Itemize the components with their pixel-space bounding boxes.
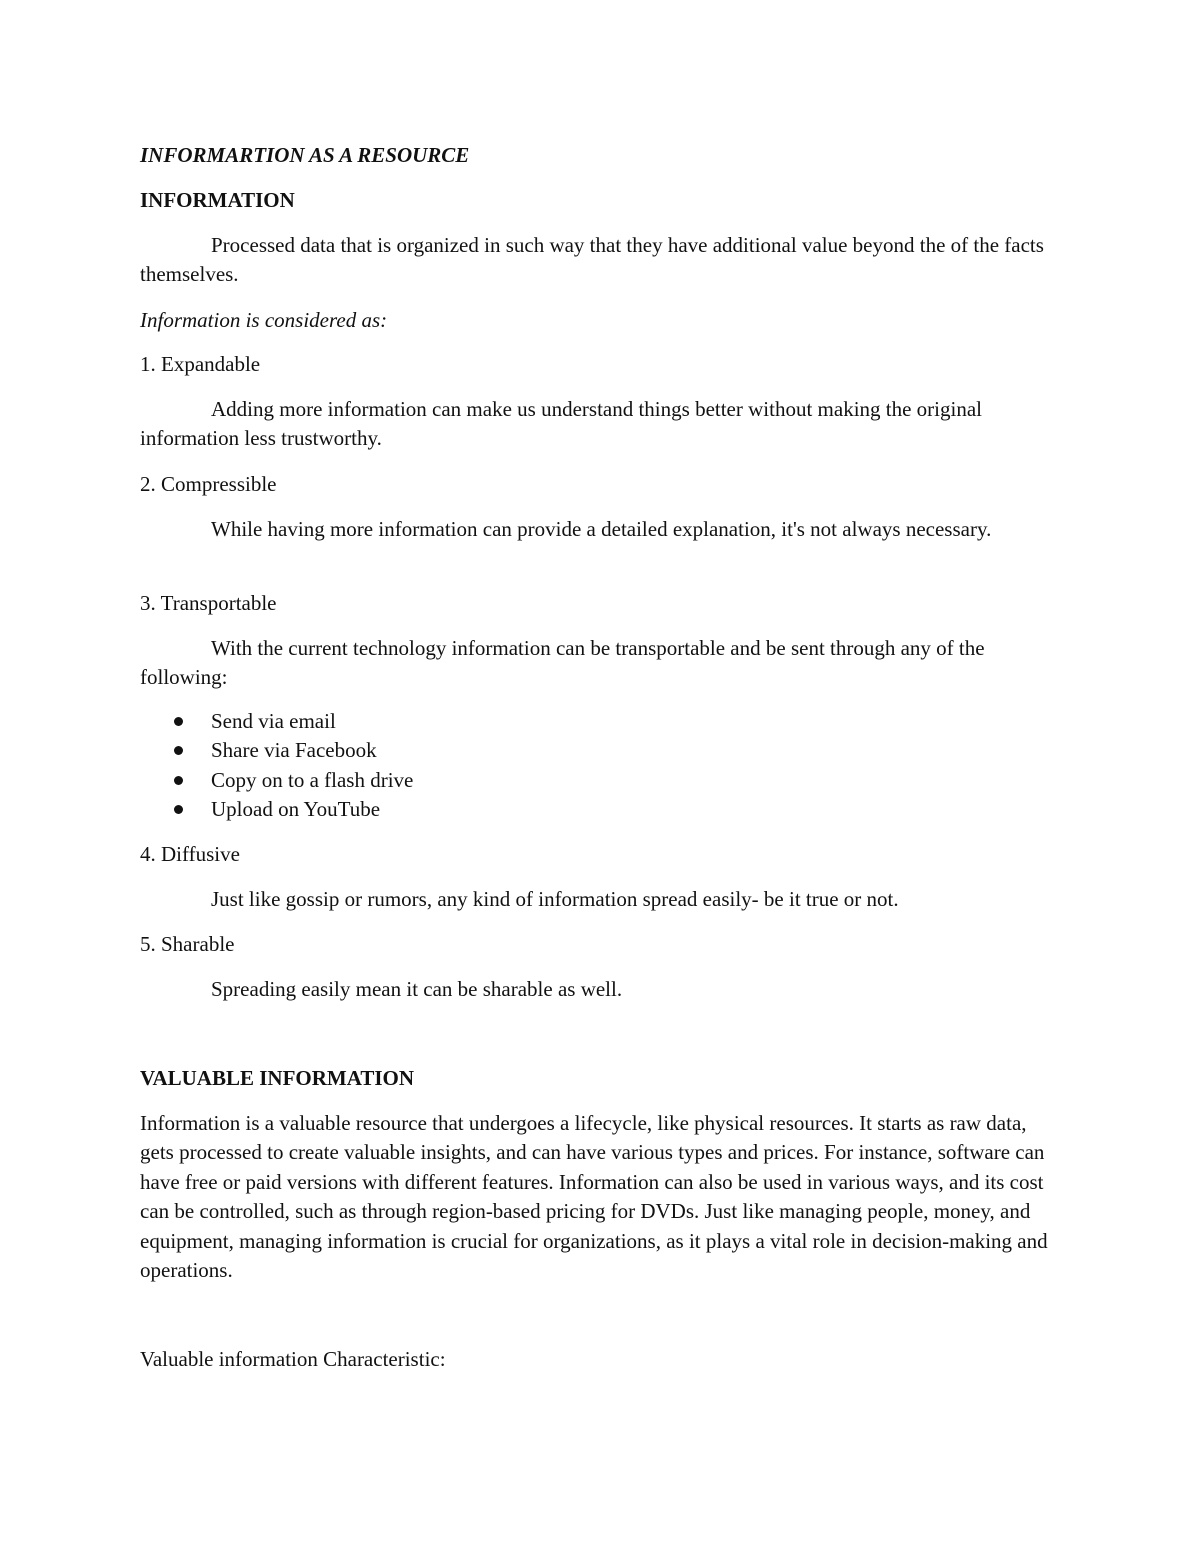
item-label-diffusive: 4. Diffusive [140, 842, 240, 866]
transport-methods-list [140, 707, 413, 824]
list-item [140, 736, 413, 765]
document-title: INFORMARTION AS A RESOURCE [140, 143, 470, 167]
information-definition: Processed data that is organized in such way that they have additional value beyond the of the facts themselves. [140, 233, 1044, 287]
bullet-icon [174, 746, 183, 755]
bullet-icon [174, 717, 183, 726]
list-item-text: Send via email [211, 709, 336, 733]
item-description-expandable: Adding more information can make us understand things better without making the original information less trustworthy. [140, 397, 983, 451]
section-heading-information: INFORMATION [140, 188, 295, 212]
list-item [140, 707, 413, 736]
valuable-characteristic-label: Valuable information Characteristic: [140, 1347, 446, 1371]
list-item-text: Copy on to a flash drive [211, 767, 414, 792]
section-heading-valuable-information: VALUABLE INFORMATION [140, 1066, 415, 1090]
item-description-compressible: While having more information can provide a detailed explanation, it's not always necessary. [211, 517, 992, 541]
item-description-transportable: With the current technology information can be transportable and be sent through any of the following: [140, 636, 985, 690]
list-item-text: Upload on YouTube [211, 796, 381, 821]
bullet-icon [174, 805, 183, 814]
considered-as-label: Information is considered as: [140, 308, 388, 332]
item-label-expandable: 1. Expandable [140, 352, 261, 376]
document-page [140, 0, 1060, 1553]
bullet-icon [174, 776, 183, 785]
list-item-text: Share via Facebook [211, 738, 377, 763]
list-item [140, 795, 413, 824]
valuable-information-body: Information is a valuable resource that undergoes a lifecycle, like physical resources. It starts as raw data, gets processed to create valuable insights, and can have various types and prices. For instance, software can have free or paid versions with different features. Information can also be used in various ways, and its cost can be controlled, such as through region-based pricing for DVDs. Just like managing people, money, and equipment, managing information is crucial for organizations, as it plays a vital role in decision-making and operations. [140, 1111, 1048, 1283]
item-label-compressible: 2. Compressible [140, 472, 277, 496]
list-item [140, 766, 413, 795]
item-label-sharable: 5. Sharable [140, 932, 235, 956]
item-description-diffusive: Just like gossip or rumors, any kind of information spread easily- be it true or not. [211, 887, 899, 911]
item-description-sharable: Spreading easily mean it can be sharable as well. [211, 977, 623, 1001]
item-label-transportable: 3. Transportable [140, 591, 277, 615]
